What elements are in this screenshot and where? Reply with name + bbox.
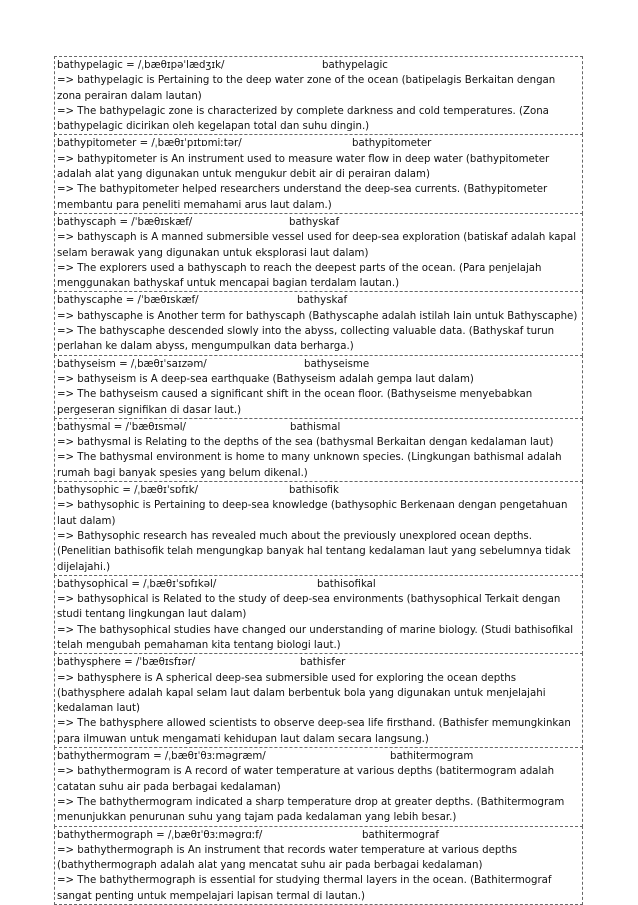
entry-heading-row <box>57 749 580 764</box>
entry-heading-row <box>57 215 580 230</box>
dictionary-entry <box>54 826 583 905</box>
headword-pronunciation: bathypelagic = /ˌbæθɪpəˈlædʒɪk/ <box>57 60 225 71</box>
dictionary-entry <box>54 418 583 482</box>
headword-pronunciation: bathysophical = /ˌbæθɪˈsɒfɪkəl/ <box>57 578 217 590</box>
dictionary-entry <box>54 56 583 135</box>
entry-heading-row <box>57 136 580 151</box>
entry-heading-row <box>57 293 580 308</box>
definition-line: => bathysphere is A spherical deep-sea submersible used for exploring the ocean depths (bathysphere adalah kapal selam laut dalam berbentuk bola yang digunakan untuk menjelajahi kedalaman laut) <box>57 672 546 715</box>
entry-heading-row <box>57 420 580 435</box>
headword-pronunciation: bathypitometer = /ˌbæθɪˈpɪtɒmiːtər/ <box>57 138 242 150</box>
entry-heading-row <box>57 357 580 372</box>
example-sentence: => The bathyseism caused a significant shift in the ocean floor. (Bathyseisme menyebabkan pergeseran signifikan di dasar laut.) <box>57 389 533 416</box>
headword-pronunciation: bathysophic = /ˌbæθɪˈsɒfɪk/ <box>57 485 199 497</box>
dictionary-entry <box>54 481 583 576</box>
translation: bathyskaf <box>297 295 348 307</box>
definition-line: => bathyscaphe is Another term for bathyscaph (Bathyscaphe adalah istilah lain untuk Bathyscaphe) <box>57 310 578 322</box>
definition-line: => bathythermograph is An instrument that records water temperature at various depths (bathythermograph adalah alat yang mencatat suhu air pada berbagai kedalaman) <box>57 844 518 872</box>
headword-pronunciation: bathysmal = /ˈbæθɪsməl/ <box>57 421 186 433</box>
definition-line: => bathysophic is Pertaining to deep-sea knowledge (bathysophic Berkenaan dengan pengetahuan laut dalam) <box>57 500 568 527</box>
dictionary-entry <box>54 747 583 826</box>
definition-line: => bathypelagic is Pertaining to the deep water zone of the ocean (batipelagis Berkaitan dengan zona perairan dalam lautan) <box>57 75 556 102</box>
example-sentence: => The explorers used a bathyscaph to reach the deepest parts of the ocean. (Para penjelajah menggunakan bathyskaf untuk mencapai bagian terdalam lautan.) <box>57 262 542 290</box>
translation: bathyseisme <box>304 358 370 370</box>
entry-heading-row <box>57 483 580 498</box>
dictionary-entry <box>54 291 583 355</box>
translation: bathypitometer <box>352 138 432 150</box>
example-sentence: => Bathysophic research has revealed much about the previously unexplored ocean depths. (Penelitian bathisofik telah mengungkap banyak hal tentang kedalaman laut yang sebelumnya tidak dijelajahi.) <box>57 530 571 573</box>
definition-line: => bathythermogram is A record of water temperature at various depths (batitermogram adalah catatan suhu air pada berbagai kedalaman) <box>57 766 555 793</box>
example-sentence: => The bathyscaphe descended slowly into the abyss, collecting valuable data. (Bathyskaf turun perlahan ke dalam abyss, mengumpulkan data berharga.) <box>57 326 555 353</box>
entry-heading-row <box>57 828 580 843</box>
translation: bathisofikal <box>317 578 376 590</box>
headword-pronunciation: bathythermograph = /ˌbæθɪˈθɜːməgrɑːf/ <box>57 829 263 841</box>
translation: bathismal <box>290 421 341 433</box>
dictionary-entry <box>54 355 583 419</box>
definition-line: => bathysmal is Relating to the depths of the sea (bathysmal Berkaitan dengan kedalaman laut) <box>57 437 554 449</box>
entry-heading-row <box>57 577 580 592</box>
dictionary-document <box>54 57 583 905</box>
headword-pronunciation: bathythermogram = /ˌbæθɪˈθɜːməgræm/ <box>57 751 266 763</box>
definition-line: => bathyseism is A deep-sea earthquake (Bathyseism adalah gempa laut dalam) <box>57 373 474 385</box>
translation: bathisfer <box>300 657 346 669</box>
dictionary-entry <box>54 213 583 292</box>
example-sentence: => The bathypitometer helped researchers understand the deep-sea currents. (Bathypitometer membantu para peneliti memahami arus laut dalam.) <box>57 184 548 211</box>
translation: bathitermogram <box>390 751 474 763</box>
example-sentence: => The bathysmal environment is home to many unknown species. (Lingkungan bathismal adalah rumah bagi banyak spesies yang belum dikenal.) <box>57 452 562 479</box>
headword-pronunciation: bathyscaphe = /ˈbæθɪskæf/ <box>57 295 199 307</box>
dictionary-entry <box>54 134 583 213</box>
example-sentence: => The bathythermogram indicated a sharp temperature drop at greater depths. (Bathitermogram menunjukkan penurunan suhu yang tajam pada kedalaman yang lebih besar.) <box>57 796 565 824</box>
example-sentence: => The bathysophical studies have changed our understanding of marine biology. (Studi bathisofikal telah mengubah pemahaman kita tentang biologi laut.) <box>57 624 574 651</box>
headword-pronunciation: bathyseism = /ˌbæθɪˈsaɪzəm/ <box>57 358 207 370</box>
example-sentence: => The bathythermograph is essential for studying thermal layers in the ocean. (Bathitermograf sangat penting untuk mempelajari lapisan termal di lautan.) <box>57 875 552 902</box>
translation: bathypelagic <box>322 60 388 71</box>
entry-heading-row <box>57 58 580 73</box>
headword-pronunciation: bathyscaph = /ˈbæθɪskæf/ <box>57 216 193 228</box>
entry-heading-row <box>57 655 580 670</box>
definition-line: => bathysophical is Related to the study of deep-sea environments (bathysophical Terkait dengan studi tentang lingkungan laut dalam) <box>57 594 561 621</box>
definition-line: => bathypitometer is An instrument used to measure water flow in deep water (bathypitometer adalah alat yang digunakan untuk mengukur debit air di perairan dalam) <box>57 153 550 181</box>
headword-pronunciation: bathysphere = /ˈbæθɪsfɪər/ <box>57 657 196 669</box>
example-sentence: => The bathypelagic zone is characterized by complete darkness and cold temperatures. (Zona bathypelagic dicirikan oleh kegelapan total dan suhu dingin.) <box>57 105 549 133</box>
definition-line: => bathyscaph is A manned submersible vessel used for deep-sea exploration (batiskaf adalah kapal selam berawak yang digunakan untuk eksplorasi laut dalam) <box>57 232 577 259</box>
translation: bathyskaf <box>289 216 340 228</box>
dictionary-entry <box>54 653 583 748</box>
translation: bathisofik <box>289 485 339 497</box>
dictionary-entry <box>54 575 583 654</box>
example-sentence: => The bathysphere allowed scientists to observe deep-sea life firsthand. (Bathisfer memungkinkan para ilmuwan untuk mengamati kehidupan laut dalam secara langsung.) <box>57 718 571 745</box>
translation: bathitermograf <box>362 829 439 841</box>
